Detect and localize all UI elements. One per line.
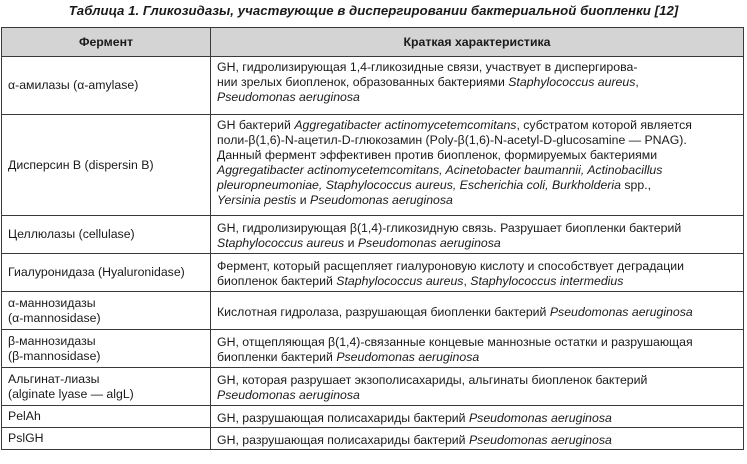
description-text: ,	[463, 274, 471, 288]
table-row	[2, 115, 744, 216]
description-line	[217, 388, 737, 403]
header-description: Краткая характеристика	[211, 28, 744, 57]
table-caption: Таблица 1. Гликозидазы, участвующие в диспергировании бактериальной биопленки [12]	[68, 3, 679, 18]
description-line	[217, 148, 737, 163]
enzyme-name-cell	[2, 428, 211, 450]
organism-name: Pseudomonas aeruginosa	[468, 432, 612, 447]
organism-name: Pseudomonas aeruginosa	[336, 350, 480, 364]
description-line	[217, 75, 737, 90]
organism-name: Aggregatibacter actinomycetemcomitans	[294, 118, 517, 132]
description-line	[217, 236, 737, 251]
description-text: нии зрелых биопленок, образованных бактериями	[217, 75, 509, 89]
description-line	[217, 350, 737, 365]
table-row	[2, 292, 744, 330]
organism-name: Aggregatibacter actinomycetemcomitans, Acinetobacter baumannii, Actinobacillus	[217, 163, 663, 177]
description-line	[217, 305, 737, 320]
description-line	[217, 411, 737, 426]
organism-name: Pseudomonas aeruginosa	[357, 236, 501, 250]
description-text: GH, гидролизирующая β(1,4)-гликозидную связь. Разрушает биопленки бактерий	[217, 221, 682, 235]
description-text: биопленки бактерий	[217, 350, 337, 364]
organism-name: Staphylococcus intermedius	[470, 274, 624, 288]
description-line	[217, 60, 737, 75]
description-line	[217, 133, 737, 148]
enzyme-name-line: PslGH	[8, 431, 44, 445]
enzyme-description-cell	[211, 57, 744, 115]
enzyme-name-line: Целлюлазы (cellulase)	[8, 227, 135, 241]
description-text: Данный фермент эффективен против биопленок, формируемых бактериями	[217, 148, 658, 162]
description-text: GH, отщепляющая β(1,4)-связанные концевые маннозные остатки и разрушающая	[217, 335, 693, 349]
enzyme-name-cell	[2, 57, 211, 115]
description-line	[217, 178, 737, 193]
enzyme-name-line: (α-mannosidase)	[8, 310, 101, 325]
table-row	[2, 216, 744, 254]
enzyme-name-line: (β-mannosidase)	[8, 348, 101, 363]
enzyme-name-cell	[2, 330, 211, 368]
table-row	[2, 406, 744, 428]
organism-name: Staphylococcus aureus	[217, 236, 345, 250]
enzyme-name-line: Дисперсин В (dispersin B)	[8, 157, 154, 172]
description-line	[217, 90, 737, 105]
enzyme-name-cell	[2, 254, 211, 292]
organism-name: Staphylococcus aureus	[336, 274, 464, 288]
enzyme-name-line: β-маннозидазы	[8, 333, 96, 348]
description-line	[217, 163, 737, 178]
enzyme-description-cell	[211, 254, 744, 292]
description-text: GH, разрушающая полисахариды бактерий	[217, 432, 469, 447]
enzyme-name-cell	[2, 216, 211, 254]
description-text: и	[344, 236, 358, 250]
enzyme-description-cell	[211, 292, 744, 330]
description-text: Кислотная гидролаза, разрушающая биопленки бактерий	[217, 304, 550, 319]
enzyme-description-cell	[211, 330, 744, 368]
description-line	[217, 259, 737, 274]
description-line	[217, 274, 737, 289]
organism-name: Staphylococcus aureus	[508, 75, 636, 89]
description-line	[217, 335, 737, 350]
description-text: биопленок бактерий	[217, 274, 337, 288]
table-row	[2, 368, 744, 406]
description-line	[217, 433, 737, 448]
enzyme-name-line: Альгинат-лиазы	[8, 371, 100, 386]
table-header-row	[2, 28, 744, 57]
enzyme-name-cell	[2, 292, 211, 330]
description-line	[217, 118, 737, 133]
enzyme-description-cell	[211, 428, 744, 450]
organism-name: Pseudomonas aeruginosa	[217, 90, 360, 104]
enzyme-name-line: α-амилазы (α-amylase)	[8, 78, 139, 92]
organism-name: Pseudomonas aeruginosa	[217, 388, 360, 402]
enzyme-description-cell	[211, 406, 744, 428]
description-text: Фермент, который расщепляет гиалуроновую кислоту и способствует деградации	[217, 259, 685, 273]
description-text: поли-β(1,6)-N-ацетил-D-глюкозамин (Poly-β(1,6)-N-acetyl-D-glucosamine — PNAG).	[217, 133, 687, 147]
description-line	[217, 221, 737, 236]
header-enzyme: Фермент	[2, 28, 211, 57]
description-text: GH, разрушающая полисахариды бактерий	[217, 410, 469, 425]
organism-name: Pseudomonas aeruginosa	[310, 193, 453, 207]
organism-name: Yersinia pestis	[217, 193, 297, 207]
table-row	[2, 330, 744, 368]
description-text: spp.,	[620, 178, 652, 192]
organism-name: pleuropneumoniae, Staphylococcus aureus, Escherichia coli, Burkholderia	[217, 178, 621, 192]
enzyme-name-cell	[2, 115, 211, 216]
organism-name: Pseudomonas aeruginosa	[468, 410, 612, 425]
organism-name: Pseudomonas aeruginosa	[549, 304, 693, 319]
description-line	[217, 193, 737, 208]
description-text: GH, которая разрушает экзополисахариды, альгинаты биопленок бактерий	[217, 373, 648, 387]
enzyme-description-cell	[211, 115, 744, 216]
enzyme-name-cell	[2, 368, 211, 406]
enzyme-name-cell	[2, 406, 211, 428]
enzyme-name-line: (alginate lyase — algL)	[8, 386, 134, 401]
enzyme-name-line: Гиалуронидаза (Hyaluronidase)	[8, 265, 185, 279]
description-text: ,	[635, 75, 639, 89]
description-line	[217, 373, 737, 388]
table-row	[2, 57, 744, 115]
enzyme-description-cell	[211, 368, 744, 406]
description-text: GH, гидролизирующая 1,4-гликозидные связи, участвует в диспергирова-	[217, 60, 638, 74]
glycosidases-table	[1, 27, 744, 450]
description-text: GH бактерий	[217, 118, 295, 132]
description-text: , субстратом которой является	[516, 118, 692, 132]
enzyme-name-line: PelAh	[8, 409, 41, 423]
table-row	[2, 254, 744, 292]
description-text: и	[296, 193, 310, 207]
table-row	[2, 428, 744, 450]
enzyme-name-line: α-маннозидазы	[8, 295, 96, 310]
table-body	[2, 57, 744, 450]
enzyme-description-cell	[211, 216, 744, 254]
